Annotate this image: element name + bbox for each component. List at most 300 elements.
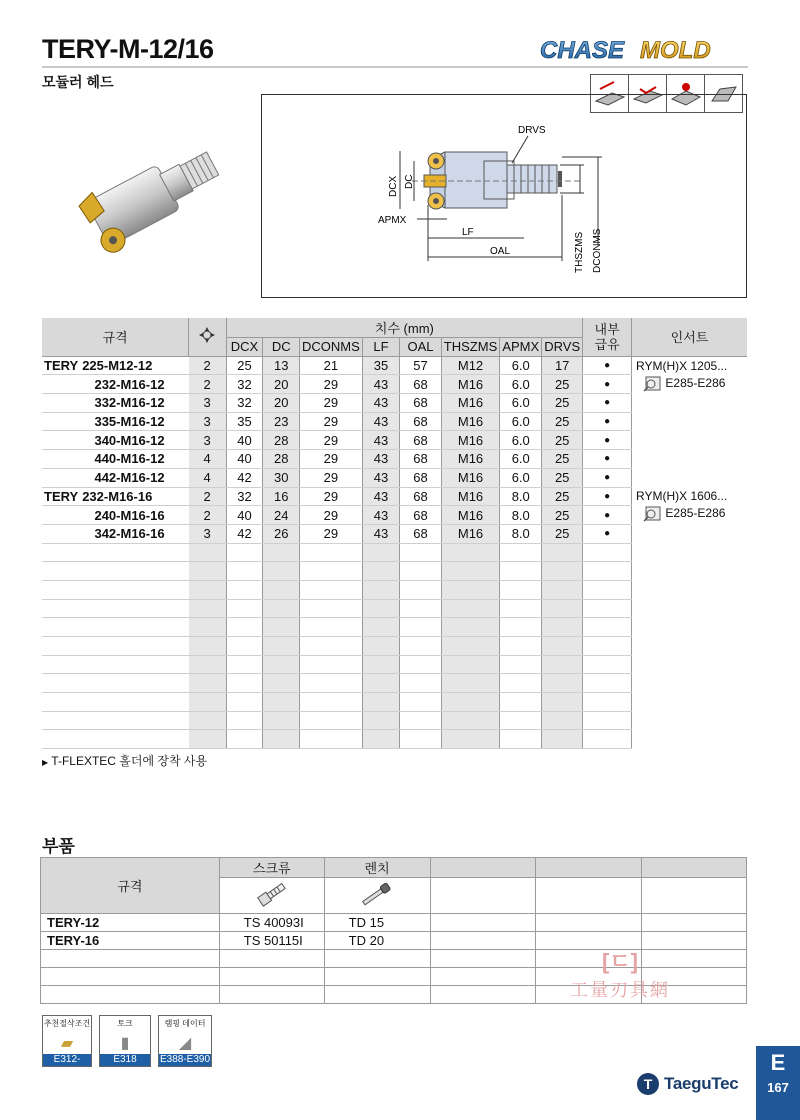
cell-apmx: 8.0 (500, 487, 542, 506)
cell-dcx: 40 (226, 506, 263, 525)
cell-drvs: 25 (542, 487, 583, 506)
cell-apmx: 6.0 (500, 394, 542, 413)
section-tab (756, 1046, 800, 1120)
cell-oal (400, 655, 442, 674)
cell-dc: 20 (263, 394, 300, 413)
parts-cell-wrench: TD 20 (324, 932, 430, 950)
cell-oal (400, 543, 442, 562)
cell-dcx (226, 693, 263, 712)
cell-drvs (542, 618, 583, 637)
col-header-lf: LF (362, 338, 399, 357)
cell-teeth: 4 (189, 468, 227, 487)
wrench-icon (324, 878, 430, 914)
insert-cell (632, 356, 747, 487)
cell-coolant: ● (583, 487, 632, 506)
cell-thszms (441, 674, 499, 693)
section-letter: E (770, 1050, 786, 1075)
cell-coolant: ● (583, 356, 632, 375)
cell-thszms (441, 580, 499, 599)
watermark: [ㄷ] 工量刃具網 (560, 945, 680, 1002)
parts-title: 부품 (42, 837, 75, 856)
cell-thszms: M12 (441, 356, 499, 375)
cell-dc: 24 (263, 506, 300, 525)
cell-thszms (441, 543, 499, 562)
taegutec-logo-icon (636, 1072, 660, 1096)
dim-label-dconms: DCONMS (592, 228, 603, 273)
cell-oal (400, 637, 442, 656)
cell-teeth: 2 (189, 487, 227, 506)
footnote (42, 752, 207, 769)
cell-lf (362, 693, 399, 712)
cell-dconms (299, 580, 362, 599)
col-header-dcx: DCX (226, 338, 263, 357)
cell-coolant (583, 711, 632, 730)
dim-label-thszms: THSZMS (574, 231, 585, 273)
cell-oal (400, 730, 442, 749)
parts-cell-empty (430, 932, 536, 950)
cell-coolant (583, 562, 632, 581)
cell-lf: 43 (362, 506, 399, 525)
cell-thszms: M16 (441, 375, 499, 394)
cell-dcx: 40 (226, 450, 263, 469)
cell-oal: 68 (400, 506, 442, 525)
cell-dcx (226, 730, 263, 749)
magnifier-icon (642, 376, 662, 392)
parts-cell-screw (219, 950, 324, 968)
cell-dc: 16 (263, 487, 300, 506)
cell-oal (400, 674, 442, 693)
cell-dcx: 32 (226, 394, 263, 413)
cell-dcx: 32 (226, 375, 263, 394)
cell-apmx: 6.0 (500, 412, 542, 431)
cell-dconms: 29 (299, 394, 362, 413)
cell-spec (42, 618, 189, 637)
header-dimensions: 치수 (mm) (226, 318, 583, 338)
cell-lf (362, 711, 399, 730)
cell-spec: 232-M16-12 (42, 375, 189, 394)
insert-ref-link[interactable]: E285-E286 (642, 376, 745, 392)
cell-spec: 332-M16-12 (42, 394, 189, 413)
cutting-conditions-icon: ▰ (60, 1035, 74, 1052)
col-header-apmx: APMX (500, 338, 542, 357)
cell-apmx: 6.0 (500, 356, 542, 375)
cell-dc (263, 562, 300, 581)
cell-coolant: ● (583, 524, 632, 543)
spec-table (42, 318, 747, 749)
tool-photo (72, 128, 242, 258)
cell-dconms (299, 655, 362, 674)
cell-thszms: M16 (441, 468, 499, 487)
cell-thszms (441, 730, 499, 749)
cell-spec (42, 543, 189, 562)
page-subtitle: 모듈러 헤드 (42, 74, 114, 90)
cell-dconms (299, 599, 362, 618)
cell-thszms (441, 599, 499, 618)
cell-thszms (441, 562, 499, 581)
parts-cell-spec (41, 950, 220, 968)
cell-drvs: 25 (542, 524, 583, 543)
dim-label-dc: DC (404, 174, 415, 189)
cell-oal: 68 (400, 375, 442, 394)
cell-teeth: 2 (189, 356, 227, 375)
cell-apmx: 6.0 (500, 431, 542, 450)
cell-dconms (299, 562, 362, 581)
cell-thszms: M16 (441, 524, 499, 543)
cell-oal (400, 711, 442, 730)
cell-coolant (583, 730, 632, 749)
cell-dc (263, 711, 300, 730)
cell-coolant (583, 618, 632, 637)
cell-drvs: 25 (542, 450, 583, 469)
cell-drvs: 25 (542, 468, 583, 487)
parts-row (41, 914, 747, 932)
col-header-dc: DC (263, 338, 300, 357)
cell-lf: 43 (362, 450, 399, 469)
cell-thszms (441, 655, 499, 674)
dim-label-lf: LF (462, 227, 474, 238)
cell-dc: 20 (263, 375, 300, 394)
cell-apmx: 8.0 (500, 524, 542, 543)
cell-dc: 26 (263, 524, 300, 543)
parts-header-spec: 규격 (41, 858, 220, 914)
cell-oal (400, 580, 442, 599)
cell-teeth (189, 693, 227, 712)
cell-dcx: 25 (226, 356, 263, 375)
cell-lf (362, 580, 399, 599)
cell-coolant (583, 599, 632, 618)
cell-thszms: M16 (441, 431, 499, 450)
cell-dconms (299, 674, 362, 693)
cell-coolant: ● (583, 468, 632, 487)
cell-dcx (226, 655, 263, 674)
parts-cell-screw (219, 986, 324, 1004)
cell-teeth (189, 599, 227, 618)
footnote-text: T-FLEXTEC 홀더에 장착 사용 (51, 754, 208, 768)
cell-oal: 68 (400, 394, 442, 413)
magnifier-icon (642, 506, 662, 522)
cell-apmx (500, 693, 542, 712)
cell-lf (362, 655, 399, 674)
cell-lf: 43 (362, 524, 399, 543)
cell-drvs: 25 (542, 375, 583, 394)
cell-thszms (441, 711, 499, 730)
cell-oal: 68 (400, 431, 442, 450)
cell-lf (362, 618, 399, 637)
cell-lf (362, 730, 399, 749)
cell-teeth: 2 (189, 506, 227, 525)
cell-dconms: 29 (299, 468, 362, 487)
cell-lf: 43 (362, 394, 399, 413)
cell-coolant (583, 637, 632, 656)
parts-cell-spec: TERY-12 (41, 914, 220, 932)
cell-apmx (500, 655, 542, 674)
cell-teeth (189, 655, 227, 674)
cell-coolant (583, 543, 632, 562)
cell-dconms: 29 (299, 506, 362, 525)
cell-dconms (299, 543, 362, 562)
cell-thszms (441, 693, 499, 712)
cell-teeth (189, 618, 227, 637)
cell-lf: 43 (362, 487, 399, 506)
parts-cell-empty (642, 914, 747, 932)
cell-coolant (583, 674, 632, 693)
cell-teeth (189, 562, 227, 581)
col-header-drvs: DRVS (542, 338, 583, 357)
cell-spec: 442-M16-12 (42, 468, 189, 487)
cell-drvs (542, 730, 583, 749)
cell-spec: TERY 232-M16-16 (42, 487, 189, 506)
parts-cell-empty (536, 914, 642, 932)
cell-dc: 30 (263, 468, 300, 487)
cell-dc: 13 (263, 356, 300, 375)
cell-dcx (226, 637, 263, 656)
cell-drvs (542, 693, 583, 712)
dim-label-apmx: APMX (378, 215, 407, 226)
header-coolant: 내부 급유 (583, 318, 632, 356)
cell-dconms (299, 618, 362, 637)
cell-apmx (500, 543, 542, 562)
parts-cell-spec (41, 986, 220, 1004)
cell-spec (42, 637, 189, 656)
cell-dc (263, 730, 300, 749)
cell-drvs: 25 (542, 431, 583, 450)
cell-apmx: 6.0 (500, 468, 542, 487)
cell-thszms: M16 (441, 450, 499, 469)
cell-teeth: 3 (189, 524, 227, 543)
cell-coolant (583, 655, 632, 674)
cell-spec (42, 693, 189, 712)
dimension-diagram (261, 94, 747, 298)
cell-apmx (500, 637, 542, 656)
cell-spec: 240-M16-16 (42, 506, 189, 525)
cell-dc (263, 599, 300, 618)
ref-ramping-data[interactable]: 램핑 데이터 ◢ E388-E390 (158, 1015, 212, 1067)
dim-label-oal: OAL (490, 246, 511, 257)
cell-dcx: 40 (226, 431, 263, 450)
cell-apmx (500, 599, 542, 618)
cell-spec (42, 599, 189, 618)
cell-thszms: M16 (441, 412, 499, 431)
page-title: TERY-M-12/16 (42, 34, 214, 64)
cell-drvs (542, 711, 583, 730)
col-header-dconms: DCONMS (299, 338, 362, 357)
cell-dcx: 42 (226, 524, 263, 543)
cell-lf (362, 543, 399, 562)
cell-coolant: ● (583, 394, 632, 413)
taegutec-logo: T TaeguTec (636, 1070, 738, 1098)
cell-teeth (189, 711, 227, 730)
bullet-arrow-icon: ▶ (42, 758, 49, 767)
cell-drvs: 25 (542, 412, 583, 431)
cell-drvs: 17 (542, 356, 583, 375)
cell-apmx: 6.0 (500, 375, 542, 394)
cell-dcx (226, 580, 263, 599)
cell-dconms: 29 (299, 431, 362, 450)
parts-header-wrench: 렌치 (324, 858, 430, 878)
cell-dcx: 42 (226, 468, 263, 487)
cell-dcx (226, 543, 263, 562)
cell-dcx: 35 (226, 412, 263, 431)
dim-label-dcx: DCX (388, 175, 399, 197)
cell-teeth (189, 674, 227, 693)
cell-teeth (189, 637, 227, 656)
cell-teeth: 3 (189, 394, 227, 413)
table-row (42, 487, 747, 506)
cell-lf (362, 599, 399, 618)
cell-lf: 43 (362, 375, 399, 394)
svg-text:T: T (643, 1076, 653, 1092)
cell-dcx (226, 599, 263, 618)
cell-thszms (441, 637, 499, 656)
cell-coolant: ● (583, 375, 632, 394)
cell-spec (42, 711, 189, 730)
cell-dc: 28 (263, 450, 300, 469)
cell-dconms (299, 711, 362, 730)
insert-ref-link[interactable]: E285-E286 (642, 506, 745, 522)
cell-dc (263, 637, 300, 656)
cell-teeth: 3 (189, 412, 227, 431)
header-spec: 규격 (42, 318, 189, 356)
cell-dconms: 29 (299, 375, 362, 394)
insert-name: RYM(H)X 1205... (636, 358, 728, 373)
cell-dc (263, 674, 300, 693)
cell-dcx (226, 618, 263, 637)
cell-dcx (226, 711, 263, 730)
cell-teeth (189, 543, 227, 562)
cell-dconms: 21 (299, 356, 362, 375)
cell-drvs: 25 (542, 506, 583, 525)
cell-dcx (226, 674, 263, 693)
cell-oal (400, 599, 442, 618)
page-number: 167 (767, 1080, 789, 1095)
cell-drvs (542, 562, 583, 581)
insert-cell (632, 487, 747, 749)
parts-cell-wrench (324, 950, 430, 968)
cell-apmx (500, 674, 542, 693)
cell-apmx (500, 618, 542, 637)
cell-apmx: 6.0 (500, 450, 542, 469)
cell-spec (42, 655, 189, 674)
cell-coolant (583, 693, 632, 712)
ramping-data-icon: ◢ (178, 1035, 192, 1052)
watermark-mark-icon: [ㄷ] (602, 949, 638, 974)
table-row (42, 356, 747, 375)
cell-oal: 68 (400, 524, 442, 543)
screw-icon (219, 878, 324, 914)
cell-dc: 28 (263, 431, 300, 450)
cell-spec: 342-M16-16 (42, 524, 189, 543)
parts-cell-wrench: TD 15 (324, 914, 430, 932)
cell-drvs (542, 599, 583, 618)
cell-oal: 68 (400, 412, 442, 431)
dim-label-drvs: DRVS (518, 125, 546, 136)
cell-dconms: 29 (299, 524, 362, 543)
cell-dc (263, 693, 300, 712)
cell-dconms (299, 693, 362, 712)
parts-cell-spec (41, 968, 220, 986)
cell-dc (263, 580, 300, 599)
cell-lf: 35 (362, 356, 399, 375)
cell-drvs (542, 580, 583, 599)
cell-oal: 68 (400, 487, 442, 506)
cell-dconms (299, 637, 362, 656)
cell-apmx (500, 562, 542, 581)
title-divider (42, 66, 748, 68)
cell-teeth: 4 (189, 450, 227, 469)
teeth-count-icon (189, 318, 227, 356)
ref-torque[interactable]: 토크 ▮ E318 (99, 1015, 151, 1067)
parts-cell-screw (219, 968, 324, 986)
cell-oal: 68 (400, 450, 442, 469)
cell-coolant (583, 580, 632, 599)
cell-thszms (441, 618, 499, 637)
cell-dc (263, 618, 300, 637)
parts-cell-screw: TS 40093I (219, 914, 324, 932)
brand-logo (538, 34, 750, 64)
svg-text:MOLD: MOLD (640, 37, 711, 64)
cell-dcx: 32 (226, 487, 263, 506)
cell-teeth (189, 730, 227, 749)
cell-thszms: M16 (441, 487, 499, 506)
ref-cutting-conditions[interactable]: 추천절삭조건 ▰ E312-E315 (42, 1015, 92, 1067)
cell-drvs (542, 674, 583, 693)
cell-drvs (542, 543, 583, 562)
cell-drvs (542, 637, 583, 656)
cell-oal (400, 693, 442, 712)
cell-spec: 340-M16-12 (42, 431, 189, 450)
cell-oal (400, 618, 442, 637)
cell-dconms: 29 (299, 450, 362, 469)
cell-spec: TERY 225-M12-12 (42, 356, 189, 375)
cell-lf (362, 562, 399, 581)
cell-spec (42, 674, 189, 693)
cell-dc (263, 655, 300, 674)
cell-apmx (500, 711, 542, 730)
cell-lf: 43 (362, 431, 399, 450)
cell-apmx (500, 730, 542, 749)
cell-coolant: ● (583, 506, 632, 525)
header-insert: 인서트 (632, 318, 747, 356)
cell-teeth: 3 (189, 431, 227, 450)
cell-thszms: M16 (441, 394, 499, 413)
cell-dconms: 29 (299, 487, 362, 506)
cell-apmx: 8.0 (500, 506, 542, 525)
cell-spec (42, 730, 189, 749)
col-header-oal: OAL (400, 338, 442, 357)
parts-cell-empty (430, 968, 536, 986)
cell-oal: 68 (400, 468, 442, 487)
cell-drvs (542, 655, 583, 674)
parts-cell-empty (430, 986, 536, 1004)
cell-oal: 57 (400, 356, 442, 375)
parts-cell-empty (430, 914, 536, 932)
insert-name: RYM(H)X 1606... (636, 489, 728, 503)
cell-drvs: 25 (542, 394, 583, 413)
parts-cell-empty (430, 950, 536, 968)
cell-lf (362, 637, 399, 656)
cell-thszms: M16 (441, 506, 499, 525)
cell-coolant: ● (583, 450, 632, 469)
parts-cell-wrench (324, 986, 430, 1004)
cell-spec: 335-M16-12 (42, 412, 189, 431)
parts-cell-spec: TERY-16 (41, 932, 220, 950)
cell-coolant: ● (583, 431, 632, 450)
cell-coolant: ● (583, 412, 632, 431)
cell-lf: 43 (362, 468, 399, 487)
cell-dconms: 29 (299, 412, 362, 431)
parts-cell-wrench (324, 968, 430, 986)
svg-text:CHASE: CHASE (540, 37, 625, 64)
